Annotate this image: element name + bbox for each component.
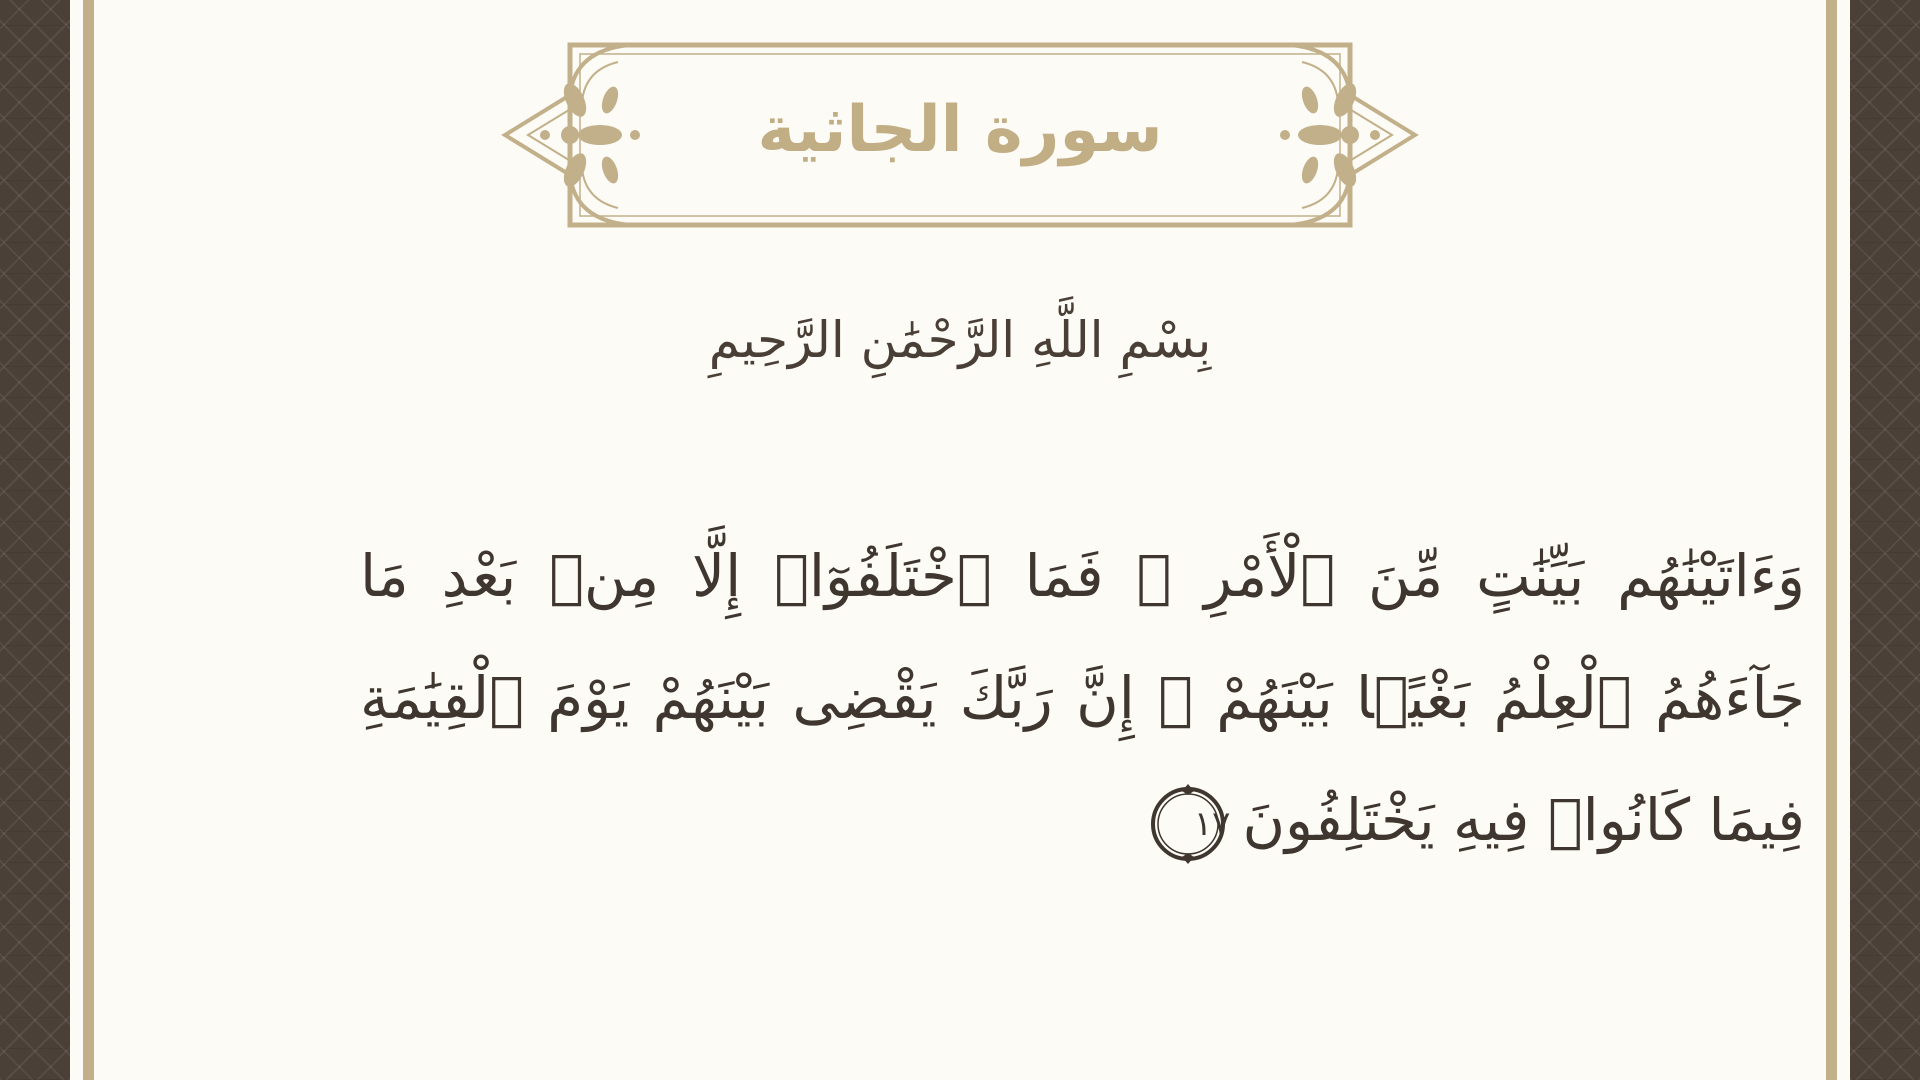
left-ornamental-border (0, 0, 70, 1080)
ayah-number: ١٧ (1193, 803, 1231, 844)
right-gold-rule (1826, 0, 1837, 1080)
surah-title: سورة الجاثية (757, 93, 1163, 167)
ayah-text-block (360, 515, 1805, 881)
ayah-end-marker (1146, 782, 1230, 866)
basmala: بِسْمِ اللَّهِ الرَّحْمَٰنِ الرَّحِيمِ (708, 311, 1212, 369)
left-gold-rule (83, 0, 94, 1080)
ayah-text: وَءَاتَيْنَٰهُم بَيِّنَٰتٍ مِّنَ ٱلْأَمْرِ ۖ فَمَا ٱخْتَلَفُوٓا۟ إِلَّا مِنۢ بَعْدِ مَا جَآءَهُمُ ٱلْعِلْمُ بَغْيًۢا بَيْنَهُمْ ۚ إِنَّ رَبَّكَ يَقْضِى بَيْنَهُمْ يَوْمَ ٱلْقِيَٰمَةِ فِيمَا كَانُوا۟ فِيهِ يَخْتَلِفُونَ (360, 542, 1805, 854)
right-ornamental-border (1850, 0, 1920, 1080)
surah-header (500, 40, 1420, 230)
